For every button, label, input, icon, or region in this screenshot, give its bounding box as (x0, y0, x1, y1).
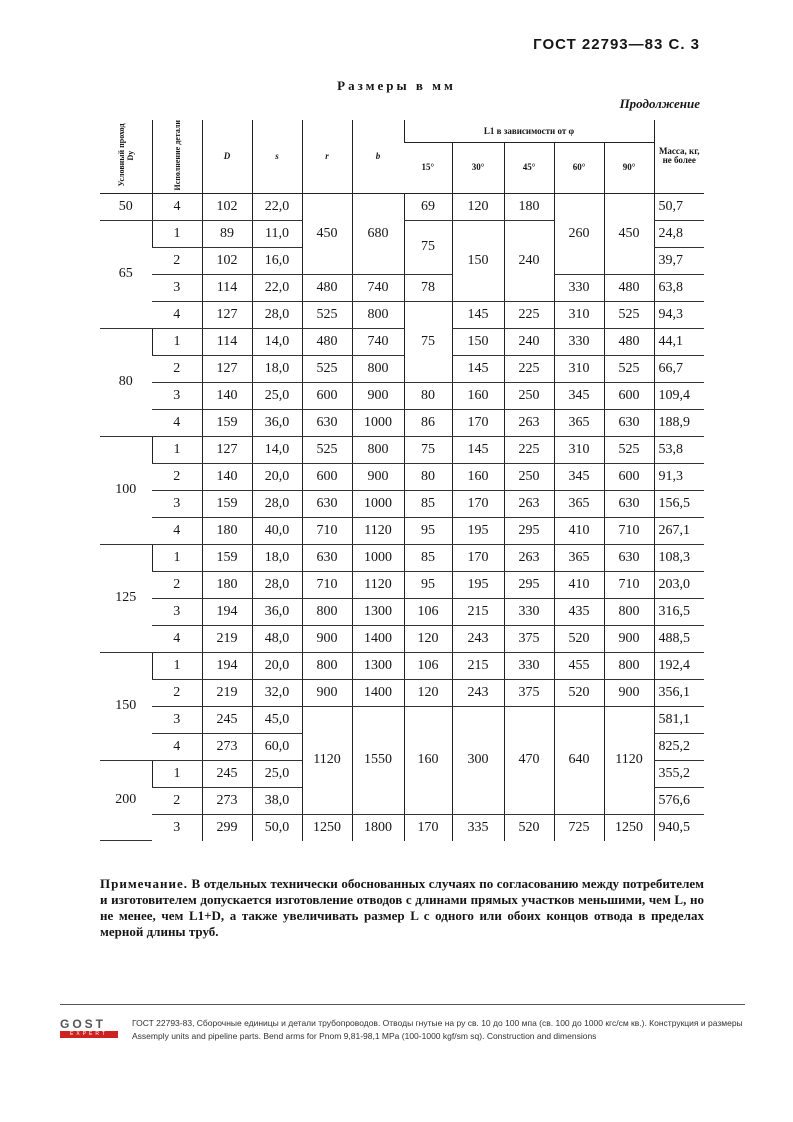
cell-r: 1120 (302, 706, 352, 814)
cell-l1-30: 215 (452, 598, 504, 625)
cell-r: 600 (302, 382, 352, 409)
cell-l1-15: 170 (404, 814, 452, 841)
cell-l1-15: 106 (404, 652, 452, 679)
cell-dy: 100 (100, 436, 152, 544)
cell-r: 630 (302, 544, 352, 571)
cell-l1-60: 345 (554, 382, 604, 409)
cell-l1-60: 520 (554, 625, 604, 652)
cell-s: 22,0 (252, 274, 302, 301)
cell-d: 180 (202, 571, 252, 598)
cell-mass: 66,7 (654, 355, 704, 382)
cell-s: 60,0 (252, 733, 302, 760)
cell-execution: 4 (152, 193, 202, 220)
continuation-label: Продолжение (619, 96, 700, 111)
cell-l1-15: 86 (404, 409, 452, 436)
cell-mass: 94,3 (654, 301, 704, 328)
cell-l1-30: 335 (452, 814, 504, 841)
cell-b: 680 (352, 193, 404, 274)
cell-execution: 4 (152, 301, 202, 328)
cell-b: 800 (352, 436, 404, 463)
table-row (100, 409, 704, 436)
note-lead: Примечание. (100, 876, 188, 891)
cell-mass: 53,8 (654, 436, 704, 463)
cell-l1-60: 640 (554, 706, 604, 814)
cell-l1-60: 365 (554, 544, 604, 571)
cell-mass: 488,5 (654, 625, 704, 652)
cell-r: 1250 (302, 814, 352, 841)
table-row (100, 706, 704, 733)
cell-execution: 4 (152, 625, 202, 652)
cell-mass: 44,1 (654, 328, 704, 355)
cell-l1-45: 225 (504, 355, 554, 382)
cell-l1-15: 85 (404, 490, 452, 517)
note-text: В отдельных технически обоснованных случаях по согласованию между потребителем и изготовителем допускается изготовление отводов с длинами прямых участков меньшими, чем L, но не менее, чем L1+D, а также увеличивать размер L с одного или обоих концов отвода в пределах мерной длины труб. (100, 876, 704, 939)
cell-dy: 150 (100, 652, 152, 760)
cell-l1-30: 215 (452, 652, 504, 679)
cell-s: 22,0 (252, 193, 302, 220)
cell-b: 900 (352, 463, 404, 490)
cell-l1-30: 243 (452, 679, 504, 706)
table-row (100, 490, 704, 517)
cell-l1-90: 1250 (604, 814, 654, 841)
cell-l1-30: 170 (452, 544, 504, 571)
cell-b: 800 (352, 301, 404, 328)
cell-execution: 3 (152, 706, 202, 733)
table-row (100, 355, 704, 382)
cell-l1-30: 150 (452, 220, 504, 301)
cell-execution: 2 (152, 355, 202, 382)
cell-s: 25,0 (252, 382, 302, 409)
cell-l1-30: 145 (452, 301, 504, 328)
table-row (100, 625, 704, 652)
cell-mass: 108,3 (654, 544, 704, 571)
cell-l1-15: 120 (404, 625, 452, 652)
cell-dy: 50 (100, 193, 152, 220)
cell-b: 1000 (352, 490, 404, 517)
cell-r: 630 (302, 409, 352, 436)
cell-d: 140 (202, 463, 252, 490)
cell-l1-90: 525 (604, 301, 654, 328)
cell-b: 1000 (352, 409, 404, 436)
cell-l1-90: 1120 (604, 706, 654, 814)
cell-execution: 4 (152, 517, 202, 544)
cell-s: 28,0 (252, 571, 302, 598)
cell-b: 900 (352, 382, 404, 409)
cell-l1-15: 69 (404, 193, 452, 220)
table-row (100, 598, 704, 625)
cell-mass: 109,4 (654, 382, 704, 409)
cell-d: 219 (202, 625, 252, 652)
cell-d: 159 (202, 544, 252, 571)
cell-b: 1550 (352, 706, 404, 814)
cell-l1-45: 375 (504, 625, 554, 652)
cell-r: 900 (302, 625, 352, 652)
cell-mass: 24,8 (654, 220, 704, 247)
cell-l1-45: 263 (504, 490, 554, 517)
cell-execution: 3 (152, 490, 202, 517)
cell-r: 450 (302, 193, 352, 274)
cell-s: 40,0 (252, 517, 302, 544)
table-row (100, 463, 704, 490)
cell-l1-15: 80 (404, 463, 452, 490)
cell-s: 48,0 (252, 625, 302, 652)
cell-l1-15: 160 (404, 706, 452, 814)
table-row (100, 544, 704, 571)
cell-l1-60: 410 (554, 517, 604, 544)
cell-mass: 156,5 (654, 490, 704, 517)
cell-l1-30: 170 (452, 409, 504, 436)
col-s-header: s (252, 120, 302, 193)
cell-l1-90: 800 (604, 598, 654, 625)
cell-b: 1400 (352, 625, 404, 652)
cell-b: 1400 (352, 679, 404, 706)
cell-l1-90: 900 (604, 625, 654, 652)
cell-l1-45: 225 (504, 436, 554, 463)
cell-execution: 2 (152, 679, 202, 706)
col-angle-15-header: 15° (404, 143, 452, 194)
cell-r: 525 (302, 355, 352, 382)
cell-mass: 267,1 (654, 517, 704, 544)
cell-r: 710 (302, 571, 352, 598)
cell-l1-15: 78 (404, 274, 452, 301)
cell-b: 1120 (352, 571, 404, 598)
cell-s: 14,0 (252, 328, 302, 355)
cell-l1-90: 900 (604, 679, 654, 706)
cell-l1-30: 195 (452, 517, 504, 544)
cell-d: 194 (202, 652, 252, 679)
cell-l1-45: 250 (504, 463, 554, 490)
cell-l1-90: 525 (604, 355, 654, 382)
cell-execution: 4 (152, 733, 202, 760)
cell-execution: 1 (152, 220, 202, 247)
col-angle-45-header: 45° (504, 143, 554, 194)
cell-execution: 1 (152, 544, 202, 571)
gost-expert-logo (60, 1018, 118, 1038)
cell-l1-90: 630 (604, 490, 654, 517)
cell-l1-90: 600 (604, 463, 654, 490)
cell-s: 11,0 (252, 220, 302, 247)
cell-s: 36,0 (252, 598, 302, 625)
cell-r: 630 (302, 490, 352, 517)
cell-l1-60: 310 (554, 355, 604, 382)
cell-mass: 316,5 (654, 598, 704, 625)
col-execution-header: Исполнение детали (152, 120, 202, 193)
cell-s: 16,0 (252, 247, 302, 274)
logo-expert-text: EXPERT (60, 1031, 118, 1038)
cell-d: 245 (202, 706, 252, 733)
cell-dy: 80 (100, 328, 152, 436)
cell-mass: 576,6 (654, 787, 704, 814)
page-header: ГОСТ 22793—83 С. 3 (533, 36, 700, 53)
footer-text (132, 1017, 793, 1043)
cell-mass: 63,8 (654, 274, 704, 301)
cell-l1-90: 450 (604, 193, 654, 274)
cell-mass: 355,2 (654, 760, 704, 787)
cell-l1-45: 520 (504, 814, 554, 841)
cell-l1-30: 150 (452, 328, 504, 355)
cell-l1-45: 470 (504, 706, 554, 814)
table-row (100, 652, 704, 679)
cell-execution: 4 (152, 409, 202, 436)
cell-l1-60: 410 (554, 571, 604, 598)
cell-s: 14,0 (252, 436, 302, 463)
cell-l1-15: 80 (404, 382, 452, 409)
cell-l1-60: 725 (554, 814, 604, 841)
cell-mass: 39,7 (654, 247, 704, 274)
cell-l1-60: 330 (554, 274, 604, 301)
cell-execution: 1 (152, 760, 202, 787)
cell-s: 18,0 (252, 355, 302, 382)
cell-d: 245 (202, 760, 252, 787)
cell-d: 127 (202, 301, 252, 328)
cell-execution: 3 (152, 382, 202, 409)
cell-l1-90: 600 (604, 382, 654, 409)
cell-l1-90: 525 (604, 436, 654, 463)
cell-d: 140 (202, 382, 252, 409)
cell-mass: 91,3 (654, 463, 704, 490)
col-dy-header: Условный проход Dу (100, 120, 152, 193)
cell-l1-30: 170 (452, 490, 504, 517)
cell-dy: 65 (100, 220, 152, 328)
cell-l1-60: 520 (554, 679, 604, 706)
cell-d: 219 (202, 679, 252, 706)
cell-l1-45: 295 (504, 571, 554, 598)
cell-d: 127 (202, 355, 252, 382)
cell-s: 38,0 (252, 787, 302, 814)
footer-divider (60, 1004, 745, 1005)
cell-r: 800 (302, 598, 352, 625)
cell-execution: 2 (152, 247, 202, 274)
cell-d: 89 (202, 220, 252, 247)
cell-l1-15: 85 (404, 544, 452, 571)
cell-s: 18,0 (252, 544, 302, 571)
cell-b: 1000 (352, 544, 404, 571)
cell-l1-90: 630 (604, 409, 654, 436)
cell-r: 525 (302, 301, 352, 328)
cell-execution: 3 (152, 274, 202, 301)
cell-l1-45: 250 (504, 382, 554, 409)
cell-d: 114 (202, 274, 252, 301)
cell-l1-30: 120 (452, 193, 504, 220)
cell-l1-30: 160 (452, 463, 504, 490)
cell-b: 1800 (352, 814, 404, 841)
cell-r: 900 (302, 679, 352, 706)
cell-l1-60: 365 (554, 490, 604, 517)
cell-d: 273 (202, 733, 252, 760)
cell-l1-45: 375 (504, 679, 554, 706)
col-l1-group-header: L1 в зависимости от φ (404, 120, 654, 143)
cell-execution: 2 (152, 463, 202, 490)
cell-s: 32,0 (252, 679, 302, 706)
cell-l1-45: 240 (504, 328, 554, 355)
cell-r: 480 (302, 328, 352, 355)
cell-r: 480 (302, 274, 352, 301)
cell-b: 740 (352, 274, 404, 301)
cell-l1-90: 710 (604, 517, 654, 544)
footer-title-en: Assemply units and pipeline parts. Bend arms for Pnom 9,81-98,1 MPa (100-1000 kgf/sm sq). Construction and dimensions (132, 1031, 597, 1041)
cell-l1-15: 95 (404, 517, 452, 544)
cell-d: 159 (202, 409, 252, 436)
cell-l1-15: 75 (404, 220, 452, 274)
cell-execution: 1 (152, 652, 202, 679)
cell-b: 800 (352, 355, 404, 382)
cell-dy: 200 (100, 760, 152, 841)
table-row (100, 436, 704, 463)
table-row (100, 328, 704, 355)
cell-s: 20,0 (252, 652, 302, 679)
col-b-header: b (352, 120, 404, 193)
cell-l1-60: 345 (554, 463, 604, 490)
cell-l1-60: 365 (554, 409, 604, 436)
cell-l1-60: 435 (554, 598, 604, 625)
table-row (100, 274, 704, 301)
col-r-header: r (302, 120, 352, 193)
cell-execution: 2 (152, 571, 202, 598)
cell-s: 28,0 (252, 301, 302, 328)
cell-mass: 940,5 (654, 814, 704, 841)
cell-s: 20,0 (252, 463, 302, 490)
cell-l1-15: 75 (404, 436, 452, 463)
cell-execution: 3 (152, 598, 202, 625)
cell-s: 36,0 (252, 409, 302, 436)
cell-l1-15: 95 (404, 571, 452, 598)
col-mass-header: Масса, кг, не более (654, 120, 704, 193)
cell-d: 114 (202, 328, 252, 355)
cell-d: 102 (202, 247, 252, 274)
cell-l1-30: 243 (452, 625, 504, 652)
cell-l1-45: 330 (504, 652, 554, 679)
col-angle-90-header: 90° (604, 143, 654, 194)
cell-mass: 825,2 (654, 733, 704, 760)
cell-l1-30: 145 (452, 355, 504, 382)
cell-l1-45: 263 (504, 544, 554, 571)
table-row (100, 679, 704, 706)
cell-l1-90: 480 (604, 274, 654, 301)
cell-r: 710 (302, 517, 352, 544)
cell-d: 102 (202, 193, 252, 220)
cell-execution: 2 (152, 787, 202, 814)
cell-r: 600 (302, 463, 352, 490)
col-angle-30-header: 30° (452, 143, 504, 194)
cell-l1-45: 180 (504, 193, 554, 220)
cell-dy: 125 (100, 544, 152, 652)
dimensions-table (100, 120, 704, 841)
logo-gost-text: GOST (60, 1017, 107, 1031)
cell-mass: 581,1 (654, 706, 704, 733)
cell-l1-45: 240 (504, 220, 554, 301)
cell-l1-45: 295 (504, 517, 554, 544)
cell-mass: 192,4 (654, 652, 704, 679)
cell-l1-30: 195 (452, 571, 504, 598)
cell-l1-30: 160 (452, 382, 504, 409)
table-row (100, 193, 704, 220)
cell-d: 127 (202, 436, 252, 463)
cell-d: 180 (202, 517, 252, 544)
cell-mass: 356,1 (654, 679, 704, 706)
cell-l1-90: 480 (604, 328, 654, 355)
table-row (100, 301, 704, 328)
cell-l1-30: 300 (452, 706, 504, 814)
cell-l1-60: 310 (554, 436, 604, 463)
footer-title-ru: ГОСТ 22793-83, Сборочные единицы и детали трубопроводов. Отводы гнутые на ру св. 10 до 100 мпа (св. 100 до 1000 кгс/см кв.). Конструкция и размеры (132, 1018, 743, 1028)
cell-execution: 1 (152, 328, 202, 355)
cell-l1-45: 263 (504, 409, 554, 436)
cell-l1-45: 330 (504, 598, 554, 625)
cell-l1-90: 630 (604, 544, 654, 571)
cell-l1-45: 225 (504, 301, 554, 328)
cell-l1-15: 120 (404, 679, 452, 706)
cell-l1-15: 75 (404, 301, 452, 382)
cell-s: 45,0 (252, 706, 302, 733)
cell-b: 1120 (352, 517, 404, 544)
cell-mass: 50,7 (654, 193, 704, 220)
cell-d: 194 (202, 598, 252, 625)
cell-l1-90: 710 (604, 571, 654, 598)
cell-l1-60: 330 (554, 328, 604, 355)
cell-b: 1300 (352, 652, 404, 679)
cell-r: 800 (302, 652, 352, 679)
cell-l1-60: 455 (554, 652, 604, 679)
cell-mass: 188,9 (654, 409, 704, 436)
cell-r: 525 (302, 436, 352, 463)
cell-execution: 1 (152, 436, 202, 463)
cell-b: 740 (352, 328, 404, 355)
cell-l1-15: 106 (404, 598, 452, 625)
cell-s: 50,0 (252, 814, 302, 841)
table-row (100, 814, 704, 841)
table-row (100, 382, 704, 409)
cell-b: 1300 (352, 598, 404, 625)
table-row (100, 517, 704, 544)
note-paragraph (100, 876, 704, 940)
table-row (100, 571, 704, 598)
cell-s: 28,0 (252, 490, 302, 517)
cell-execution: 3 (173, 819, 181, 835)
cell-d: 159 (202, 490, 252, 517)
col-angle-60-header: 60° (554, 143, 604, 194)
cell-s: 25,0 (252, 760, 302, 787)
cell-d: 299 (202, 814, 252, 841)
cell-l1-30: 145 (452, 436, 504, 463)
cell-l1-60: 310 (554, 301, 604, 328)
table-title: Размеры в мм (337, 78, 456, 93)
cell-mass: 203,0 (654, 571, 704, 598)
cell-l1-60: 260 (554, 193, 604, 274)
cell-d: 273 (202, 787, 252, 814)
col-d-header: D (202, 120, 252, 193)
cell-l1-90: 800 (604, 652, 654, 679)
